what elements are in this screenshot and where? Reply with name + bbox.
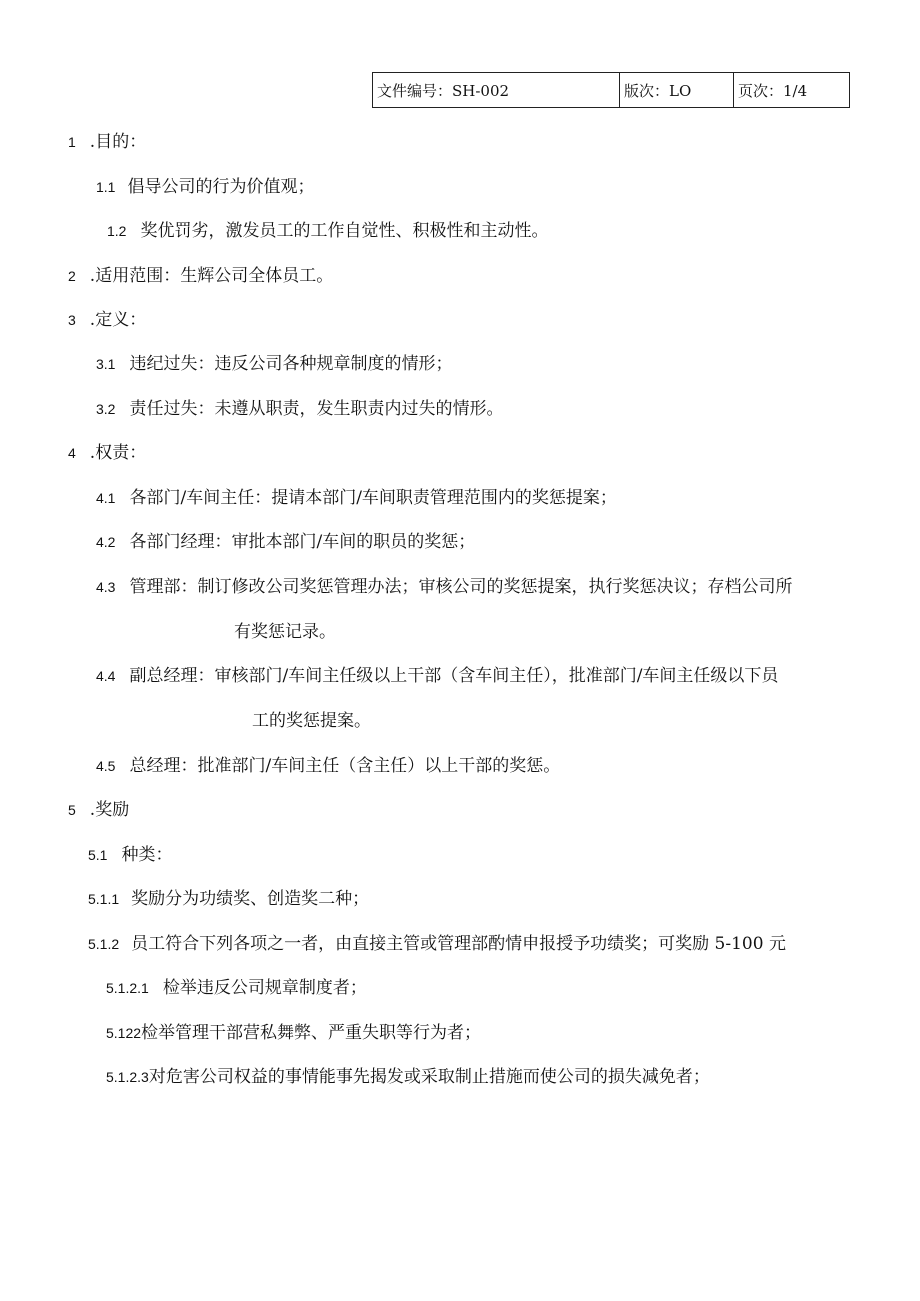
clause-5-1-1: 5.1.1 奖励分为功绩奖、创造奖二种； bbox=[88, 889, 370, 909]
clause-1-2: 1.2 奖优罚劣，激发员工的工作自觉性、积极性和主动性。 bbox=[107, 221, 549, 241]
page-count: 页次：1/4 bbox=[738, 81, 808, 100]
clause-1-1: 1.1 倡导公司的行为价值观； bbox=[96, 177, 315, 197]
clause-5-1-2: 5.1.2 员工符合下列各项之一者，由直接主管或管理部酌情申报授予功绩奖；可奖励 5-100 元 bbox=[88, 934, 786, 954]
clause-4-4-continuation: 工的奖惩提案。 bbox=[252, 711, 371, 731]
clause-4-1: 4.1 各部门/车间主任：提请本部门/车间职责管理范围内的奖惩提案； bbox=[96, 488, 617, 508]
clause-4-3-continuation: 有奖惩记录。 bbox=[234, 622, 336, 642]
section-heading-3: 3 .定义： bbox=[68, 310, 147, 330]
section-heading-4: 4 .权责： bbox=[68, 443, 147, 463]
section-heading-1: 1 .目的： bbox=[68, 132, 147, 152]
clause-4-3: 4.3 管理部：制订修改公司奖惩管理办法；审核公司的奖惩提案，执行奖惩决议；存档公司所 bbox=[96, 577, 793, 597]
document-number: 文件编号：SH-002 bbox=[373, 73, 620, 107]
clause-4-5: 4.5 总经理：批准部门/车间主任（含主任）以上干部的奖惩。 bbox=[96, 756, 561, 776]
clause-5-1-2-1: 5.1.2.1 检举违反公司规章制度者； bbox=[106, 978, 367, 998]
clause-5-1-2-2: 5.122检举管理干部营私舞弊、严重失职等行为者； bbox=[106, 1023, 482, 1043]
document-header-table bbox=[372, 72, 850, 108]
clause-5-1-2-3: 5.1.2.3对危害公司权益的事情能事先揭发或采取制止措施而使公司的损失减免者； bbox=[106, 1067, 710, 1087]
section-heading-5: 5 .奖励 bbox=[68, 800, 130, 820]
clause-4-4: 4.4 副总经理：审核部门/车间主任级以上干部（含车间主任），批准部门/车间主任级以下员 bbox=[96, 666, 779, 686]
section-heading-2: 2 .适用范围：生辉公司全体员工。 bbox=[68, 266, 334, 286]
clause-3-1: 3.1 违纪过失：违反公司各种规章制度的情形； bbox=[96, 354, 453, 374]
document-version: 版次：LO bbox=[620, 73, 734, 107]
clause-3-2: 3.2 责任过失：未遵从职责，发生职责内过失的情形。 bbox=[96, 399, 504, 419]
clause-5-1: 5.1 种类： bbox=[88, 845, 173, 865]
clause-4-2: 4.2 各部门经理：审批本部门/车间的职员的奖惩； bbox=[96, 532, 476, 552]
